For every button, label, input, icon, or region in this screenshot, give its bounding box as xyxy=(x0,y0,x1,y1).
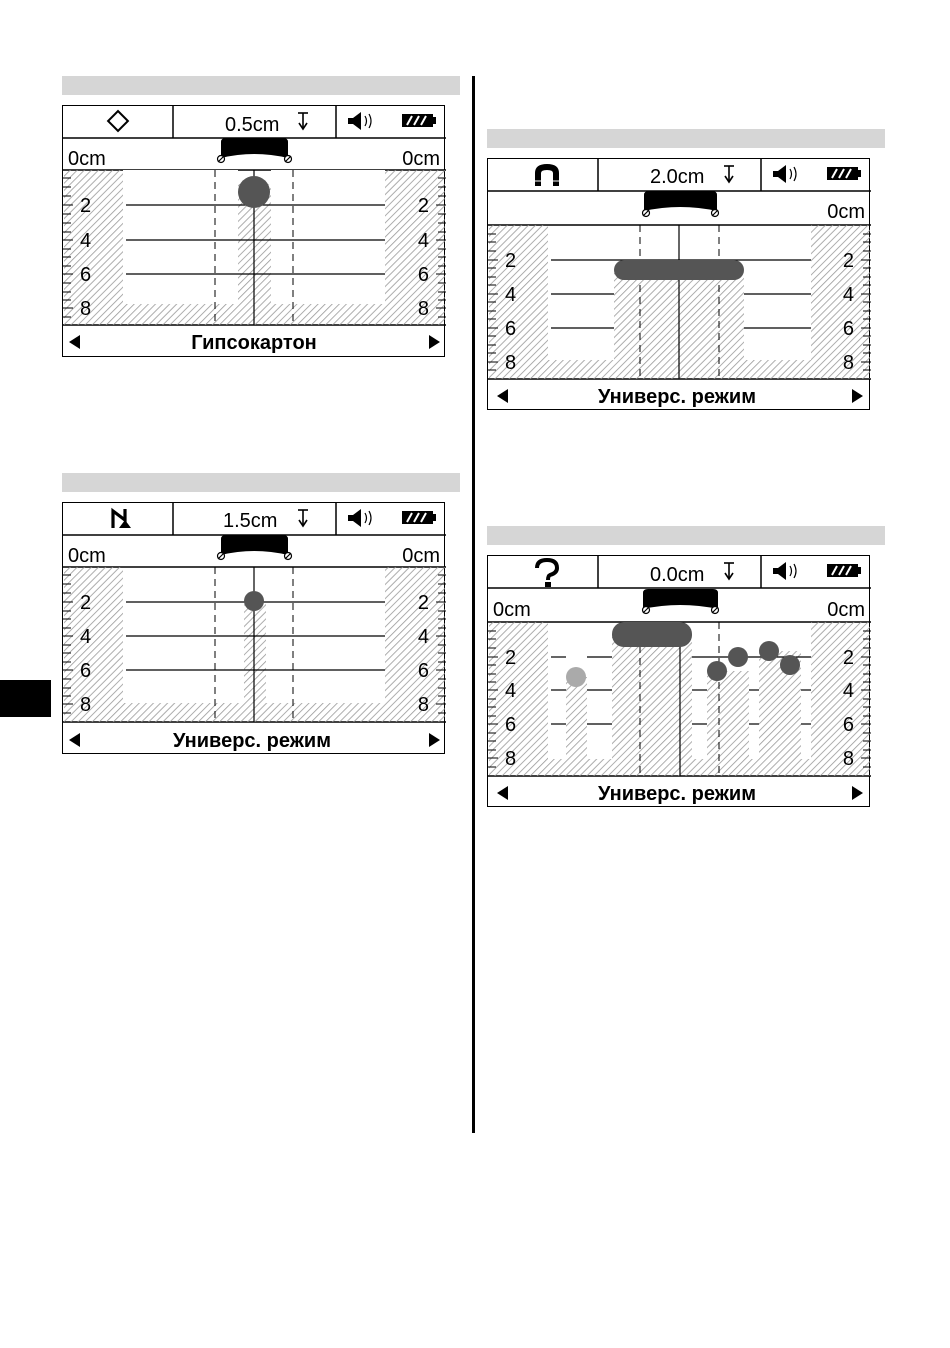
depth-arrow-icon xyxy=(298,510,308,526)
depth-readout: 2.0cm xyxy=(650,166,705,188)
live-wire-icon xyxy=(113,509,131,528)
detector-screen-drywall xyxy=(62,105,445,357)
detector-screen-unknown xyxy=(487,555,870,807)
mode-label: Универс. режим xyxy=(172,730,332,752)
scale-label: 8 xyxy=(417,694,429,716)
scale-label: 8 xyxy=(505,352,517,374)
next-mode-arrow[interactable] xyxy=(429,335,440,349)
scale-label: 6 xyxy=(417,660,429,682)
scale-label: 4 xyxy=(842,284,854,306)
depth-readout: 0.0cm xyxy=(650,564,705,586)
scale-label: 4 xyxy=(80,230,92,252)
scale-label: 8 xyxy=(417,298,429,320)
right-edge-label: 0cm xyxy=(402,148,440,170)
next-mode-arrow[interactable] xyxy=(852,786,863,800)
detected-object-dot xyxy=(566,667,586,687)
sensor-head-icon xyxy=(218,138,292,163)
scale-label: 6 xyxy=(842,318,854,340)
scale-label: 8 xyxy=(842,352,854,374)
depth-arrow-icon xyxy=(724,166,734,182)
scale-label: 6 xyxy=(505,714,517,736)
prev-mode-arrow[interactable] xyxy=(69,733,80,747)
depth-readout: 1.5cm xyxy=(223,510,278,532)
scale-label: 6 xyxy=(505,318,517,340)
left-edge-label: 0cm xyxy=(493,599,531,621)
section-header-bar xyxy=(62,473,460,492)
scale-label: 4 xyxy=(505,284,517,306)
battery-icon xyxy=(402,114,436,127)
scale-label: 2 xyxy=(80,195,92,217)
depth-arrow-icon xyxy=(298,113,308,129)
scale-label: 4 xyxy=(417,626,429,648)
scale-label: 6 xyxy=(417,264,429,286)
left-edge-label: 0cm xyxy=(68,148,106,170)
speaker-icon[interactable] xyxy=(773,165,796,183)
scan-area xyxy=(63,170,446,325)
scale-label: 2 xyxy=(505,250,517,272)
scan-area xyxy=(63,567,446,722)
scale-label: 8 xyxy=(842,748,854,770)
scale-label: 4 xyxy=(505,680,517,702)
section-header-bar xyxy=(487,526,885,545)
chapter-tab xyxy=(0,680,51,717)
sensor-head-icon xyxy=(218,535,292,560)
sensor-head-icon xyxy=(643,589,719,614)
diamond-icon xyxy=(108,111,128,131)
speaker-icon[interactable] xyxy=(348,112,371,130)
next-mode-arrow[interactable] xyxy=(429,733,440,747)
scale-label: 8 xyxy=(80,694,92,716)
scale-label: 2 xyxy=(842,250,854,272)
scale-label: 4 xyxy=(842,680,854,702)
prev-mode-arrow[interactable] xyxy=(497,389,508,403)
detected-object-dot xyxy=(244,591,264,611)
depth-arrow-icon xyxy=(724,563,734,579)
scale-label: 6 xyxy=(80,264,92,286)
section-header-bar xyxy=(62,76,460,95)
detected-object-dot xyxy=(780,655,800,675)
detected-object-dot xyxy=(238,176,270,208)
scale-label: 8 xyxy=(80,298,92,320)
scan-area xyxy=(488,622,871,776)
detector-screen-magnetic xyxy=(487,158,870,410)
detected-object-bar xyxy=(612,622,692,647)
question-icon xyxy=(537,560,557,587)
next-mode-arrow[interactable] xyxy=(852,389,863,403)
sensor-head-icon xyxy=(643,191,719,217)
right-edge-label: 0cm xyxy=(827,599,865,621)
scale-label: 6 xyxy=(842,714,854,736)
right-edge-label: 0cm xyxy=(827,201,865,223)
mode-label: Универс. режим xyxy=(597,386,757,408)
battery-icon xyxy=(827,564,861,577)
scale-label: 6 xyxy=(80,660,92,682)
detector-screen-live-wire xyxy=(62,502,445,754)
scale-label: 8 xyxy=(505,748,517,770)
scan-area xyxy=(488,225,871,379)
detected-object-bar xyxy=(614,260,744,280)
magnet-icon xyxy=(535,164,559,186)
detected-object-dot xyxy=(728,647,748,667)
scale-label: 2 xyxy=(417,592,429,614)
speaker-icon[interactable] xyxy=(348,509,371,527)
scale-label: 2 xyxy=(80,592,92,614)
scale-label: 4 xyxy=(80,626,92,648)
section-header-bar xyxy=(487,129,885,148)
speaker-icon[interactable] xyxy=(773,562,796,580)
scale-label: 2 xyxy=(417,195,429,217)
left-edge-label: 0cm xyxy=(68,545,106,567)
detected-object-dot xyxy=(759,641,779,661)
scale-label: 2 xyxy=(505,647,517,669)
detected-object-dot xyxy=(707,661,727,681)
battery-icon xyxy=(402,511,436,524)
mode-label: Универс. режим xyxy=(597,783,757,805)
battery-icon xyxy=(827,167,861,180)
mode-label: Гипсокартон xyxy=(191,332,317,354)
right-edge-label: 0cm xyxy=(402,545,440,567)
depth-readout: 0.5cm xyxy=(225,114,280,136)
prev-mode-arrow[interactable] xyxy=(69,335,80,349)
scale-label: 4 xyxy=(417,230,429,252)
column-divider xyxy=(472,76,475,1133)
scale-label: 2 xyxy=(842,647,854,669)
prev-mode-arrow[interactable] xyxy=(497,786,508,800)
